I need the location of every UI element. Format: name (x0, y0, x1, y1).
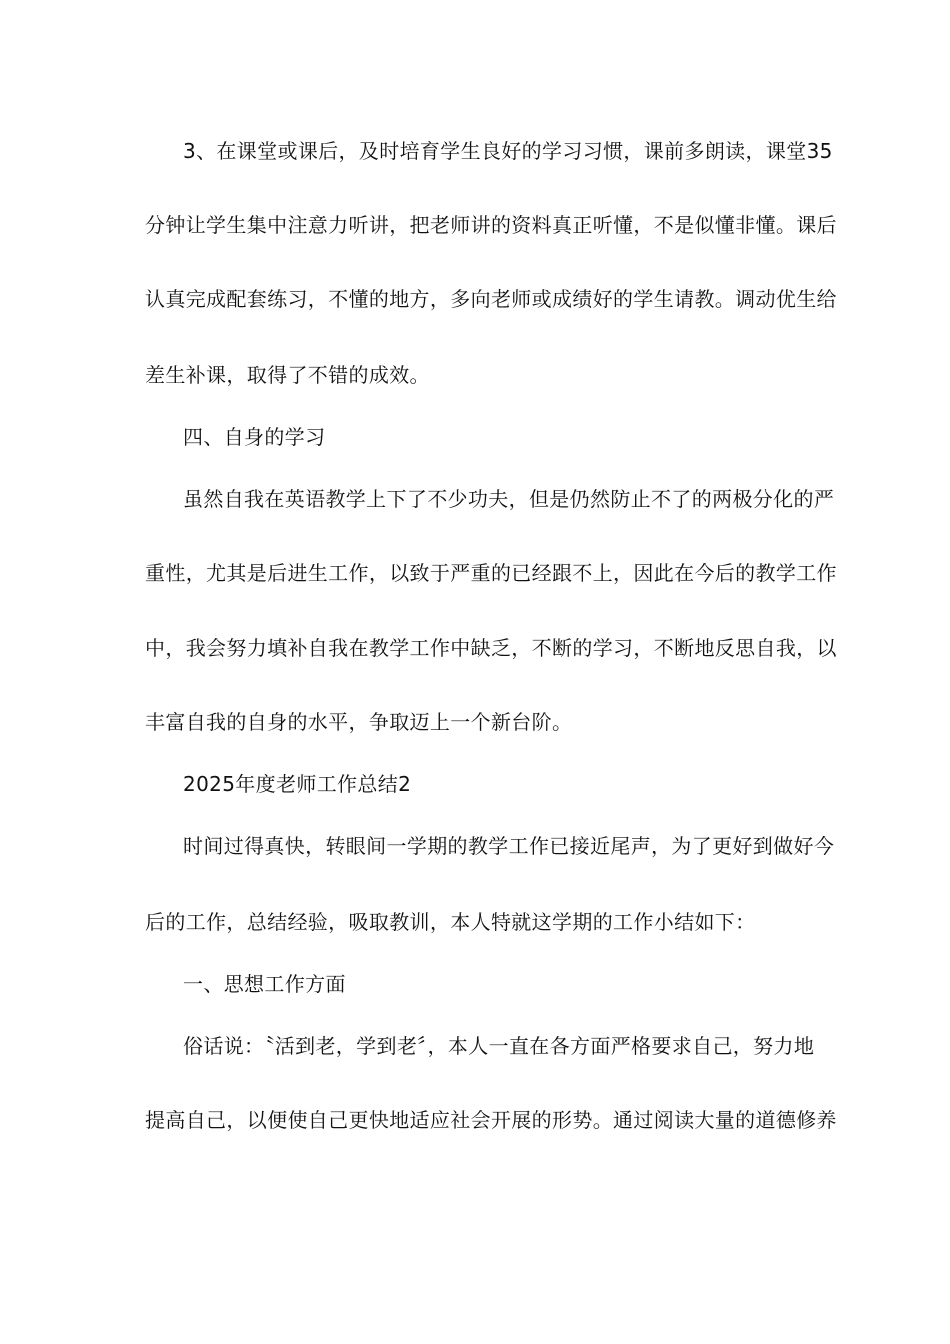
paragraph-line-10: 后的工作，总结经验，吸取教训，本人特就这学期的工作小结如下： (145, 910, 756, 934)
section-heading-self-study: 四、自身的学习 (183, 425, 326, 449)
section-heading-thought-work: 一、思想工作方面 (183, 972, 346, 996)
document-subtitle: 2025年度老师工作总结2 (183, 772, 412, 796)
paragraph-line-5: 虽然自我在英语教学上下了不少功夫，但是仍然防止不了的两极分化的严 (183, 487, 835, 511)
paragraph-line-2: 分钟让学生集中注意力听讲，把老师讲的资料真正听懂，不是似懂非懂。课后 (145, 213, 837, 237)
paragraph-line-1: 3、在课堂或课后，及时培育学生良好的学习习惯，课前多朗读，课堂35 (183, 139, 833, 163)
paragraph-line-8: 丰富自我的自身的水平，争取迈上一个新台阶。 (145, 710, 573, 734)
paragraph-line-12: 提高自己，以便使自己更快地适应社会开展的形势。通过阅读大量的道德修养 (145, 1108, 837, 1132)
paragraph-line-9: 时间过得真快，转眼间一学期的教学工作已接近尾声，为了更好到做好今 (183, 834, 835, 858)
paragraph-line-7: 中，我会努力填补自我在教学工作中缺乏，不断的学习，不断地反思自我，以 (145, 636, 837, 660)
paragraph-line-6: 重性，尤其是后进生工作，以致于严重的已经跟不上，因此在今后的教学工作 (145, 561, 837, 585)
paragraph-line-3: 认真完成配套练习，不懂的地方，多向老师或成绩好的学生请教。调动优生给 (145, 287, 837, 311)
paragraph-line-4: 差生补课，取得了不错的成效。 (145, 363, 430, 387)
paragraph-line-11: 俗话说：〝活到老，学到老〞，本人一直在各方面严格要求自己，努力地 (183, 1034, 815, 1058)
